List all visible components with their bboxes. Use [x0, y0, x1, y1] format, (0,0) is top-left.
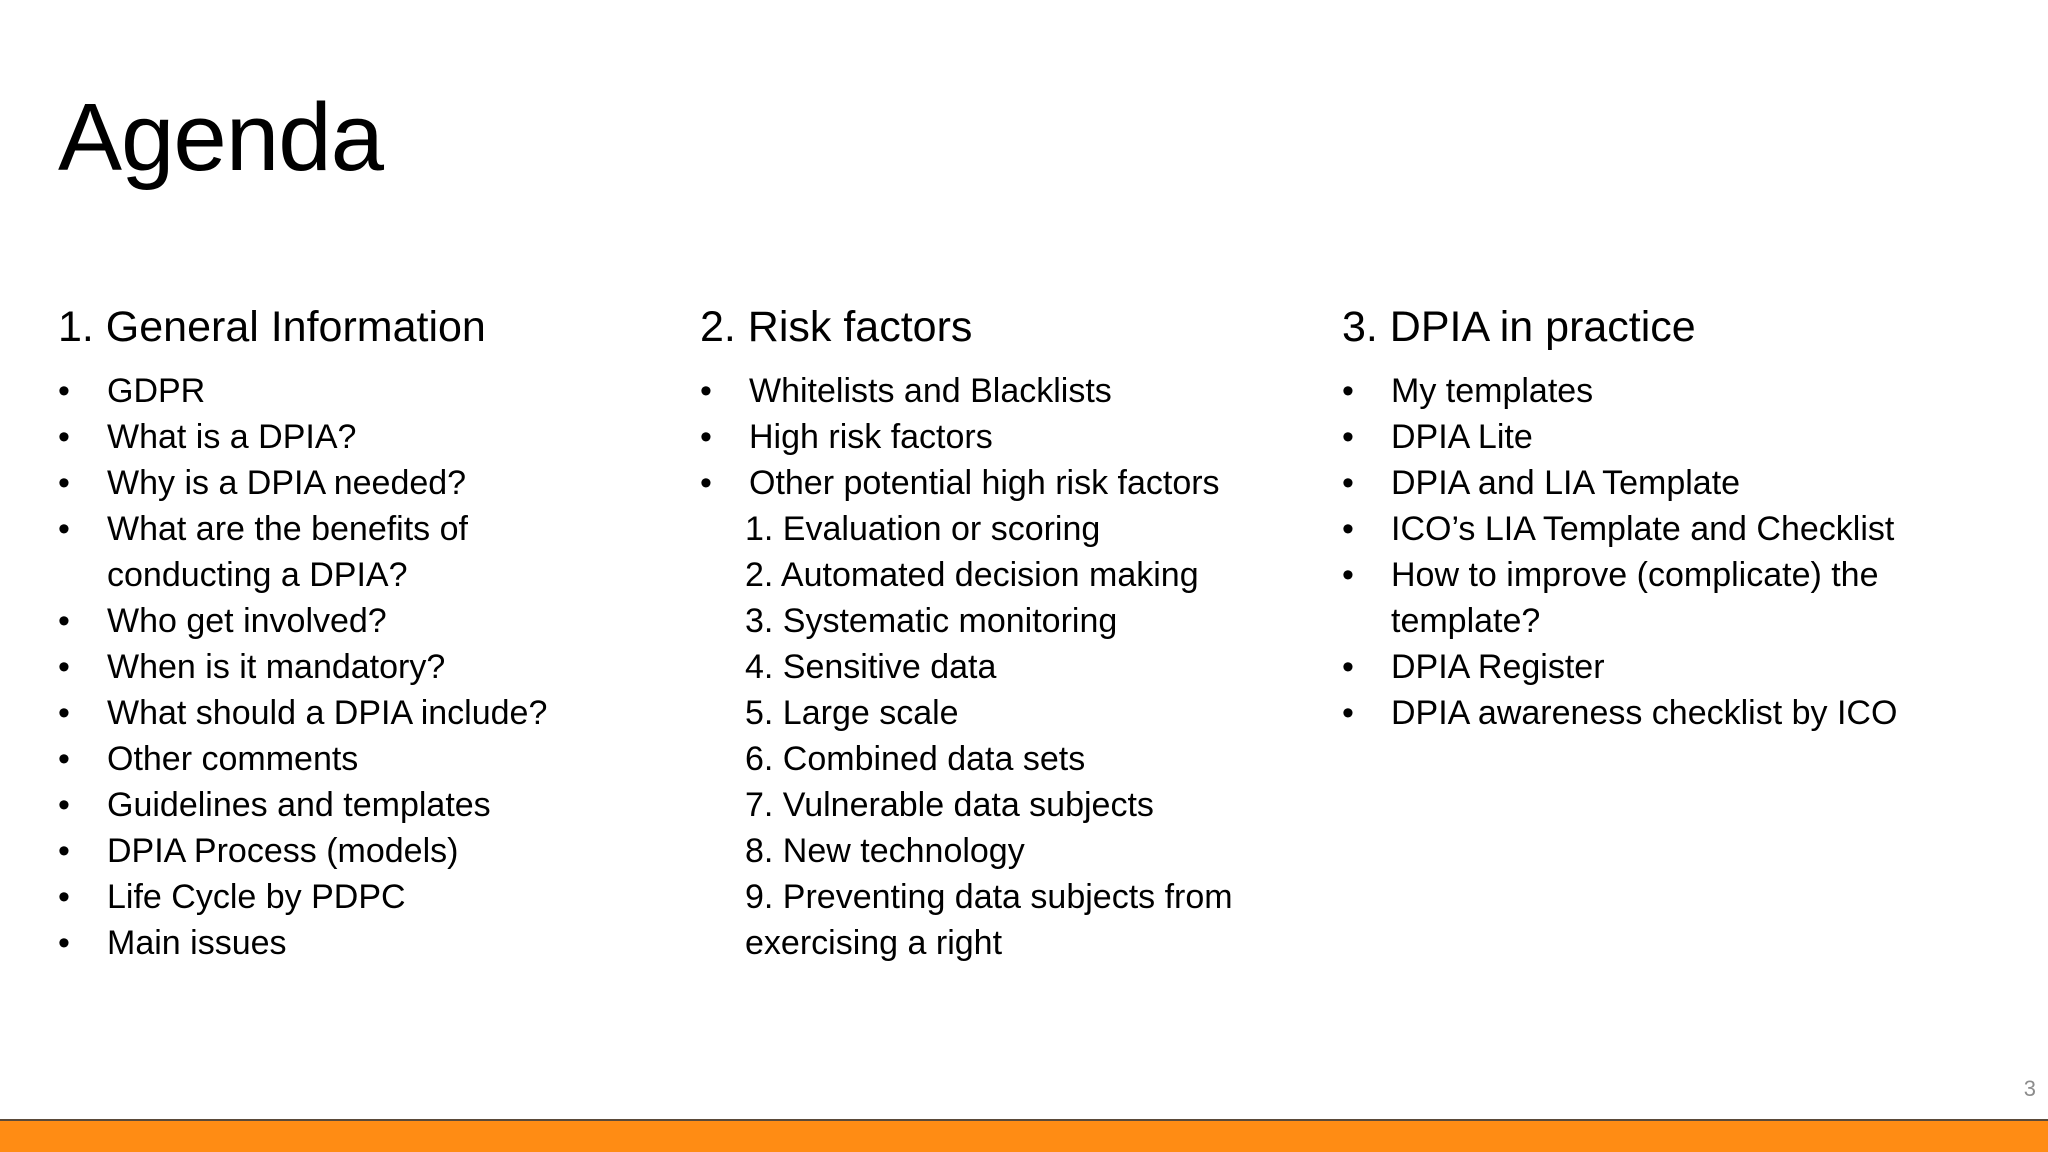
page-number: 3 — [2023, 1076, 2036, 1101]
list-item: exercising a right — [745, 924, 1003, 962]
list-item: 9. Preventing data subjects from — [745, 878, 1233, 916]
list-item: • Other potential high risk factors — [700, 460, 1300, 506]
agenda-list — [700, 368, 1300, 966]
list-item: 4. Sensitive data — [745, 648, 997, 686]
list-item: • DPIA Register — [1342, 644, 1942, 690]
list-item: 8. New technology — [745, 832, 1025, 870]
column-heading: 2. Risk factors — [700, 303, 973, 351]
list-item: 7. Vulnerable data subjects — [745, 786, 1154, 824]
list-item: • What should a DPIA include? — [58, 690, 658, 736]
list-item: • GDPR — [58, 368, 658, 414]
list-item: • High risk factors — [700, 414, 1300, 460]
list-item: • DPIA awareness checklist by ICO — [1342, 690, 1942, 736]
list-item: • What are the benefits of — [58, 506, 658, 552]
list-item: • Other comments — [58, 736, 658, 782]
list-item: • Whitelists and Blacklists — [700, 368, 1300, 414]
agenda-list — [58, 368, 658, 966]
list-item: 1. Evaluation or scoring — [745, 510, 1101, 548]
list-item: 6. Combined data sets — [745, 740, 1086, 778]
footer-accent-bar — [0, 1119, 2048, 1152]
list-item: 3. Systematic monitoring — [745, 602, 1118, 640]
column-heading: 3. DPIA in practice — [1342, 303, 1696, 351]
list-item: • When is it mandatory? — [58, 644, 658, 690]
list-item: • Why is a DPIA needed? — [58, 460, 658, 506]
list-item: • What is a DPIA? — [58, 414, 658, 460]
list-item: • Main issues — [58, 920, 658, 966]
column-heading: 1. General Information — [58, 303, 486, 351]
list-item: • DPIA Lite — [1342, 414, 1942, 460]
list-item: 2. Automated decision making — [745, 556, 1199, 594]
agenda-column-dpia-in-practice — [1342, 300, 1942, 736]
list-item: • Life Cycle by PDPC — [58, 874, 658, 920]
list-item: • ICO’s LIA Template and Checklist — [1342, 506, 1942, 552]
list-item-continuation: conducting a DPIA? — [107, 556, 408, 594]
list-item: • How to improve (complicate) the — [1342, 552, 1942, 598]
list-item: 5. Large scale — [745, 694, 959, 732]
agenda-column-general-information — [58, 300, 658, 966]
list-item: • DPIA Process (models) — [58, 828, 658, 874]
list-item: • My templates — [1342, 368, 1942, 414]
agenda-list — [1342, 368, 1942, 736]
list-item: • DPIA and LIA Template — [1342, 460, 1942, 506]
agenda-column-risk-factors — [700, 300, 1300, 966]
list-item: • Who get involved? — [58, 598, 658, 644]
slide-title: Agenda — [58, 84, 383, 191]
list-item: • Guidelines and templates — [58, 782, 658, 828]
list-item-continuation: template? — [1391, 602, 1541, 640]
